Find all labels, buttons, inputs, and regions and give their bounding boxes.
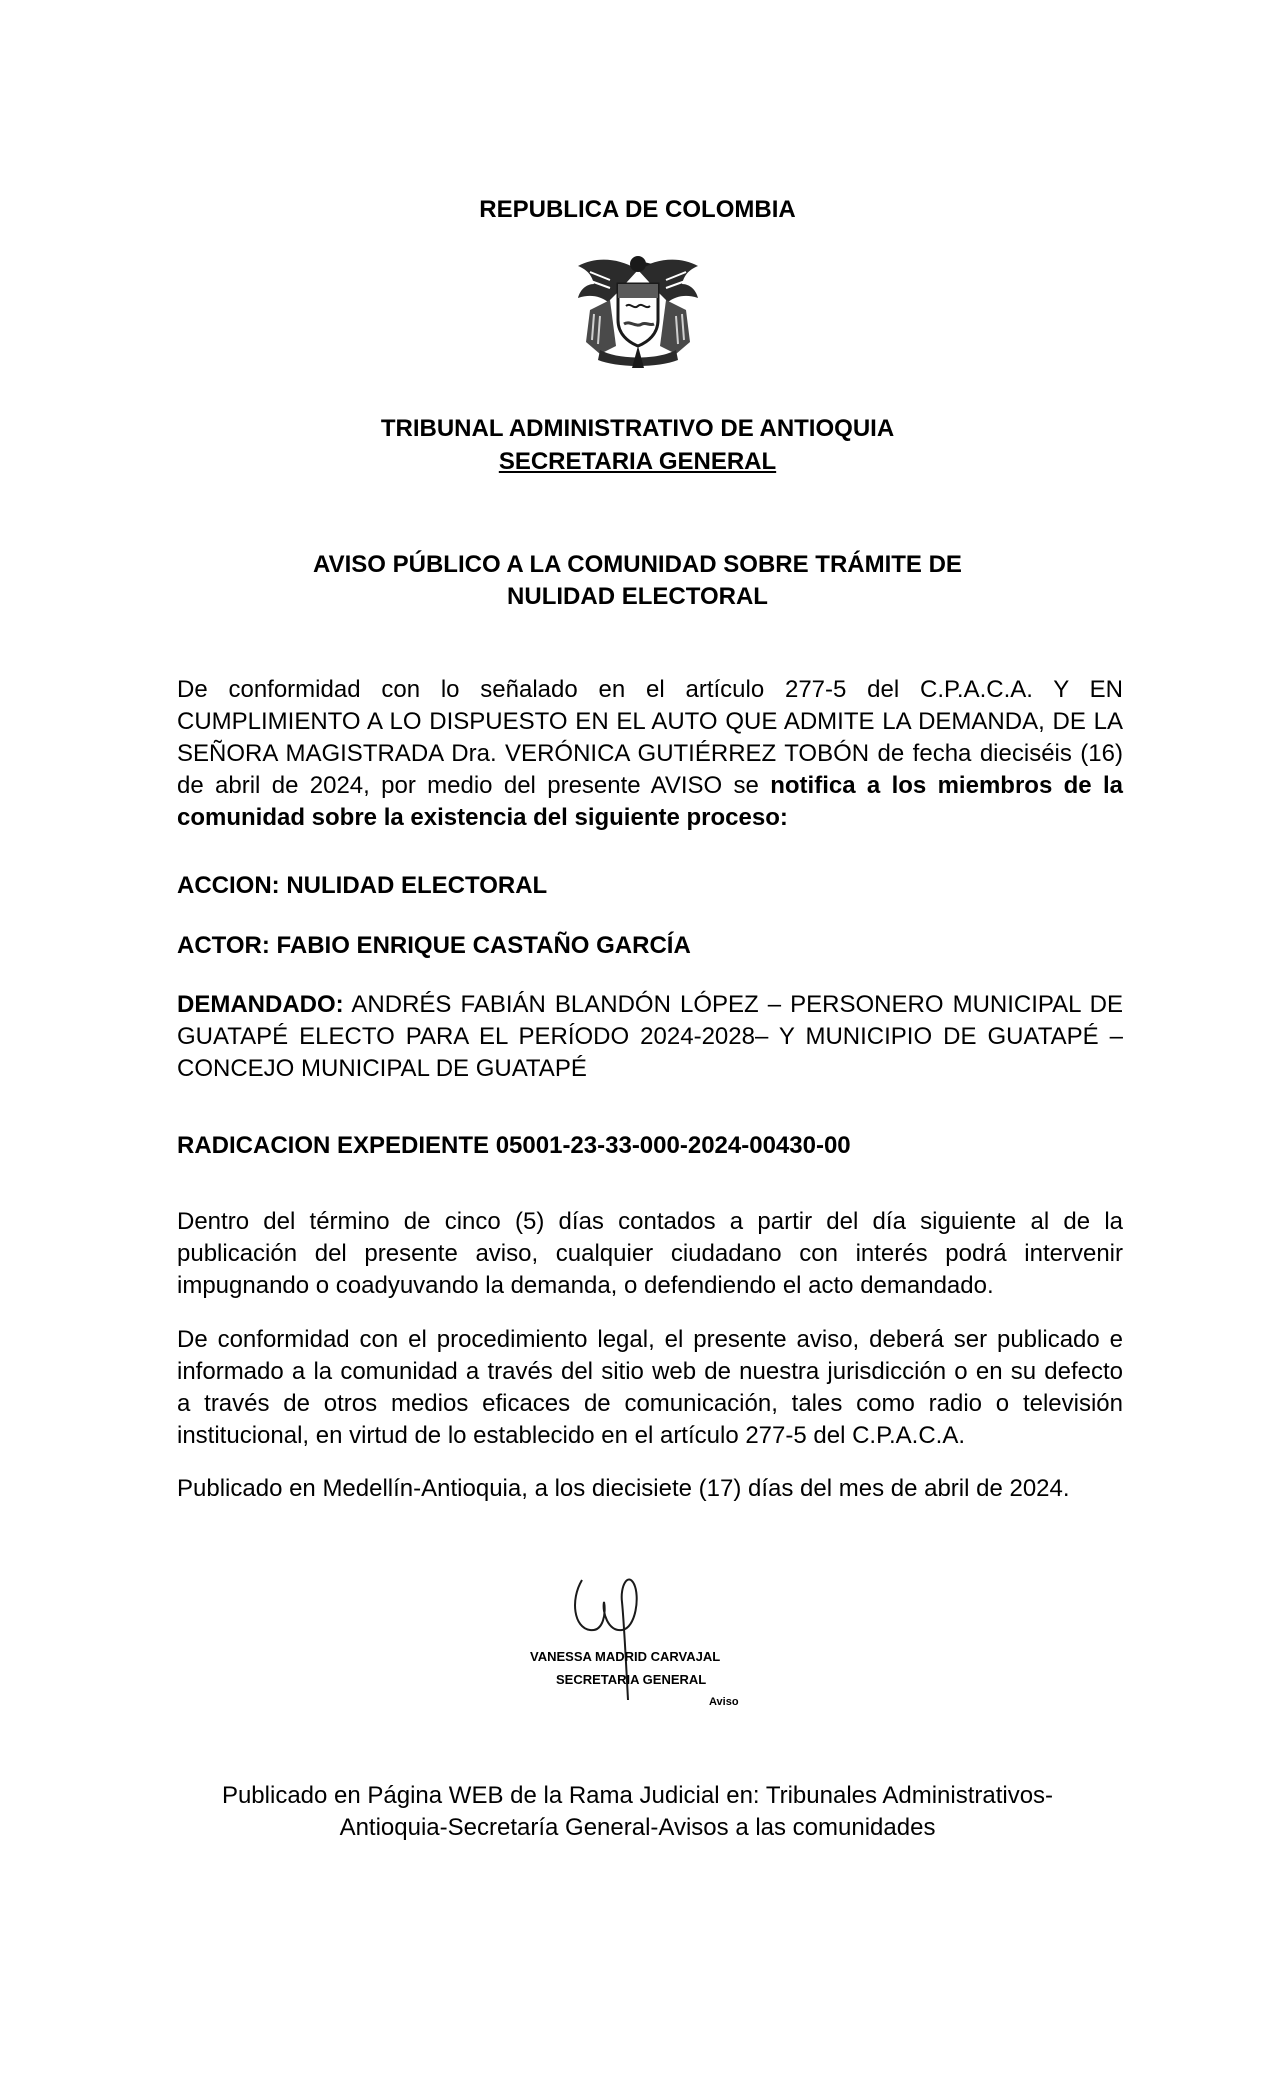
notice-title-line-2: NULIDAD ELECTORAL [507, 583, 768, 610]
coat-of-arms-seal [570, 250, 706, 372]
term-line: Dentro del término de cinco (5) días contados a partir del día siguiente al de la [177, 1208, 1123, 1235]
intro-line: CUMPLIMIENTO A LO DISPUESTO EN EL AUTO QUE ADMITE LA DEMANDA, DE LA [177, 708, 1123, 735]
publication-line: a través de otros medios eficaces de comunicación, tales como radio o televisión [177, 1390, 1123, 1417]
publication-line: institucional, en virtud de lo establecido en el artículo 277-5 del C.P.A.C.A. [177, 1422, 966, 1449]
intro-line-normal: de abril de 2024, por medio del presente AVISO se [177, 772, 771, 799]
court-heading: TRIBUNAL ADMINISTRATIVO DE ANTIOQUIA [380, 415, 895, 442]
term-line: impugnando o coadyuvando la demanda, o defendiendo el acto demandado. [177, 1272, 994, 1299]
intro-line: De conformidad con lo señalado en el artículo 277-5 del C.P.A.C.A. Y EN [177, 676, 1123, 703]
radicacion-field: RADICACION EXPEDIENTE 05001-23-33-000-2024-00430-00 [177, 1132, 851, 1159]
signer-role: SECRETARIA GENERAL [556, 1672, 707, 1687]
footer-line-1: Publicado en Página WEB de la Rama Judicial en: Tribunales Administrativos- [221, 1782, 1054, 1809]
demandado-line: CONCEJO MUNICIPAL DE GUATAPÉ [177, 1055, 587, 1082]
published-in-line: Publicado en Medellín-Antioquia, a los diecisiete (17) días del mes de abril de 2024. [177, 1475, 1070, 1502]
term-paragraph [177, 1206, 1123, 1302]
intro-line-bold: notifica a los miembros de la [770, 772, 1123, 799]
notice-title-line-1: AVISO PÚBLICO A LA COMUNIDAD SOBRE TRÁMITE DE [313, 551, 962, 578]
country-heading: REPUBLICA DE COLOMBIA [479, 196, 796, 223]
accion-field: ACCION: NULIDAD ELECTORAL [177, 872, 548, 899]
intro-line [177, 770, 1123, 802]
demandado-label: DEMANDADO: [177, 991, 344, 1018]
actor-field: ACTOR: FABIO ENRIQUE CASTAÑO GARCÍA [177, 932, 691, 959]
demandado-line [177, 989, 1123, 1021]
term-line: publicación del presente aviso, cualquier ciudadano con interés podrá intervenir [177, 1240, 1123, 1267]
demandado-text: ANDRÉS FABIÁN BLANDÓN LÓPEZ – PERSONERO MUNICIPAL DE [343, 991, 1123, 1018]
office-heading: SECRETARIA GENERAL [498, 448, 777, 475]
publication-line: informado a la comunidad a través del sitio web de nuestra jurisdicción o en su defecto [177, 1358, 1123, 1385]
intro-paragraph [177, 674, 1123, 834]
intro-line: SEÑORA MAGISTRADA Dra. VERÓNICA GUTIÉRREZ TOBÓN de fecha dieciséis (16) [177, 740, 1123, 767]
publication-line: De conformidad con el procedimiento legal, el presente aviso, deberá ser publicado e [177, 1326, 1123, 1353]
footer-line-2: Antioquia-Secretaría General-Avisos a las comunidades [339, 1814, 936, 1841]
handwritten-signature [560, 1572, 700, 1712]
signer-name: VANESSA MADRID CARVAJAL [530, 1649, 721, 1664]
intro-line-bold: comunidad sobre la existencia del siguiente proceso: [177, 804, 788, 831]
demandado-paragraph [177, 989, 1123, 1085]
signature-tag: Aviso [709, 1696, 739, 1708]
demandado-line: GUATAPÉ ELECTO PARA EL PERÍODO 2024-2028– Y MUNICIPIO DE GUATAPÉ – [177, 1023, 1123, 1050]
publication-paragraph [177, 1324, 1123, 1452]
